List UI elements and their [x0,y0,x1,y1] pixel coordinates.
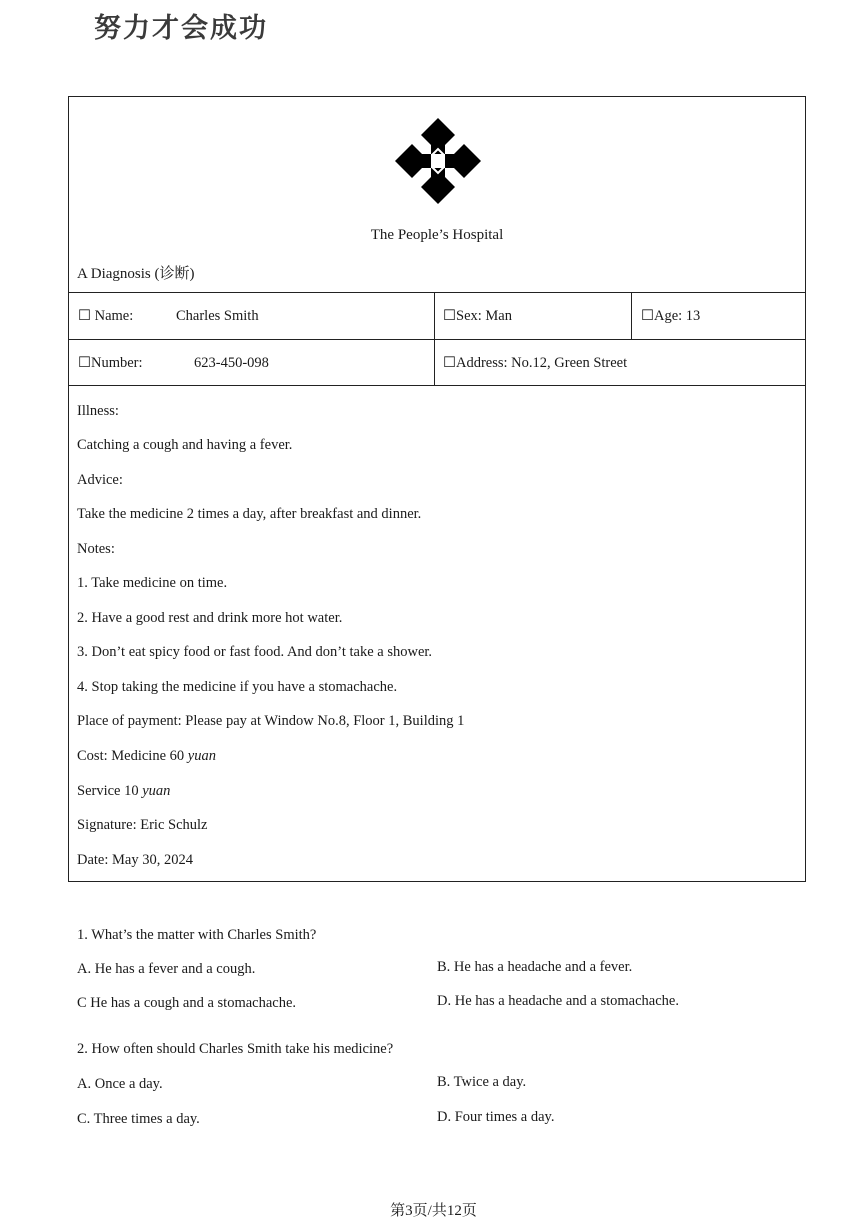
cost-line [77,748,216,765]
q1-option-a: A. He has a fever and a cough. [77,961,256,977]
cost-unit: yuan [187,748,216,764]
q2-option-d: D. Four times a day. [437,1109,555,1125]
note-item: 4. Stop taking the medicine if you have a stomachache. [77,679,398,695]
note-item: 1. Take medicine on time. [77,575,228,591]
divider [69,292,805,293]
page-number: 第3页/共12页 [390,1203,477,1219]
q2-option-c: C. Three times a day. [77,1111,200,1127]
question-2: 2. How often should Charles Smith take his medicine? [77,1041,394,1057]
cost-text: Cost: Medicine 60 [77,748,188,764]
illness-text: Catching a cough and having a fever. [77,437,293,453]
advice-label: Advice: [77,472,123,488]
sex-field: ☐Sex: Man [443,308,512,324]
diagnosis-form [68,96,806,882]
number-label: ☐Number: [78,355,143,371]
note-item: 3. Don’t eat spicy food or fast food. And don’t take a shower. [77,644,433,660]
number-value: 623-450-098 [194,355,269,371]
service-line [77,783,170,800]
question-1: 1. What’s the matter with Charles Smith? [77,927,317,943]
address-field: ☐Address: No.12, Green Street [443,355,628,371]
q2-option-b: B. Twice a day. [437,1074,527,1090]
divider [69,385,805,386]
age-field: ☐Age: 13 [641,308,701,324]
divider [631,292,632,339]
hospital-name: The People’s Hospital [370,227,504,243]
hospital-logo-icon [393,116,483,206]
q1-option-b: B. He has a headache and a fever. [437,959,633,975]
signature: Signature: Eric Schulz [77,817,208,833]
notes-label: Notes: [77,541,115,557]
q1-option-c: C He has a cough and a stomachache. [77,995,297,1011]
q2-option-a: A. Once a day. [77,1076,163,1092]
date: Date: May 30, 2024 [77,852,193,868]
service-unit: yuan [142,783,171,799]
payment-text: Place of payment: Please pay at Window No.8, Floor 1, Building 1 [77,713,465,729]
note-item: 2. Have a good rest and drink more hot water. [77,610,343,626]
divider [69,339,805,340]
name-label: ☐ Name: [78,308,134,324]
q1-option-d: D. He has a headache and a stomachache. [437,993,679,1009]
form-title: A Diagnosis (诊断) [77,266,195,282]
banner-slogan: 努力才会成功 [94,13,268,44]
illness-label: Illness: [77,403,119,419]
name-value: Charles Smith [176,308,259,324]
service-text: Service 10 [77,783,143,799]
advice-text: Take the medicine 2 times a day, after breakfast and dinner. [77,506,422,522]
divider [434,292,435,385]
